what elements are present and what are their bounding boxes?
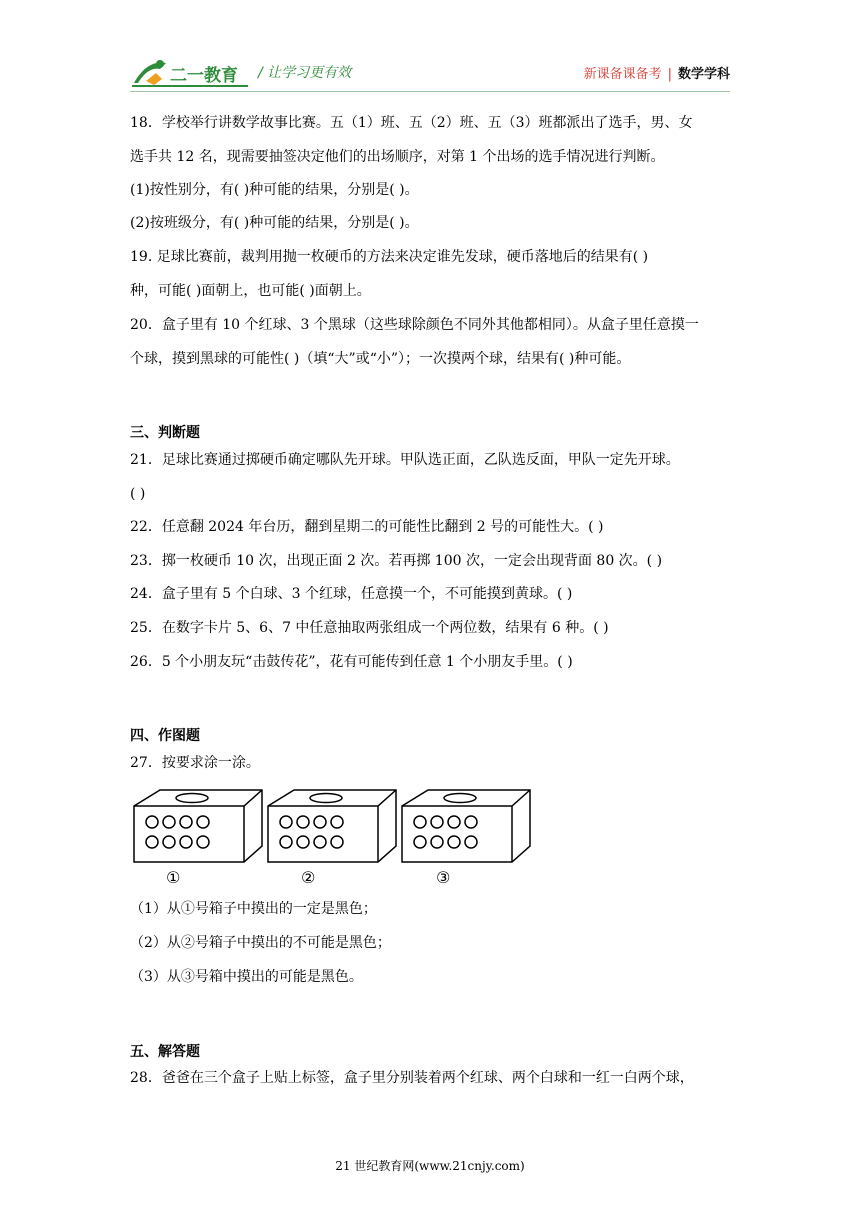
section-3-title: 三、判断题 <box>130 425 200 441</box>
q26-line: 26．5 个小朋友玩“击鼓传花”，花有可能传到任意 1 个小朋友手里。( ) <box>130 654 573 670</box>
q25-line: 25．在数字卡片 5、6、7 中任意抽取两张组成一个两位数，结果有 6 种。( ) <box>130 620 609 636</box>
q27-line: 27．按要求涂一涂。 <box>130 755 260 771</box>
header-slogan: / 让学习更有效 <box>258 65 352 81</box>
q18-line-2: 选手共 12 名，现需要抽签决定他们的出场顺序，对第 1 个出场的选手情况进行判断。 <box>130 149 665 165</box>
q18-line-4: (2)按班级分，有( )种可能的结果，分别是( )。 <box>130 215 419 231</box>
q21-line-1: 21．足球比赛通过掷硬币确定哪队先开球。甲队选正面，乙队选反面，甲队一定先开球。 <box>130 452 680 468</box>
header-divider <box>130 91 730 92</box>
box-label-1: ① <box>166 868 181 886</box>
q22-line: 22．任意翻 2024 年台历，翻到星期二的可能性比翻到 2 号的可能性大。( ) <box>130 519 604 535</box>
header-course-label: 新课备课备考 <box>583 67 662 82</box>
box-label-3: ③ <box>436 868 451 886</box>
header-subject-label: 数学学科 <box>677 67 730 82</box>
header-right <box>584 63 730 82</box>
box-1 <box>134 790 262 862</box>
page-header <box>130 55 730 95</box>
q27-sub-2: （2）从②号箱子中摸出的不可能是黑色； <box>130 935 391 951</box>
logo-text: 二一教育 <box>170 66 238 86</box>
header-separator: | <box>667 67 672 82</box>
q20-line-1: 20．盒子里有 10 个红球、3 个黑球（这些球除颜色不同外其他都相同）。从盒子里任意摸一 <box>130 317 699 333</box>
page-footer: 21 世纪教育网(www.21cnjy.com) <box>335 1159 525 1173</box>
boxes-figure <box>130 786 540 886</box>
q19-line-1: 19. 足球比赛前，裁判用抛一枚硬币的方法来决定谁先发球，硬币落地后的结果有( ) <box>130 249 649 265</box>
q23-line: 23．掷一枚硬币 10 次，出现正面 2 次。若再掷 100 次，一定会出现背面 80 次。( ) <box>130 553 663 569</box>
q27-sub-1: （1）从①号箱子中摸出的一定是黑色； <box>130 901 377 917</box>
q28-line-1: 28．爸爸在三个盒子上贴上标签，盒子里分别装着两个红球、两个白球和一红一白两个球， <box>130 1070 694 1086</box>
q21-line-2: ( ) <box>130 486 146 502</box>
box-3 <box>402 790 530 862</box>
q24-line: 24．盒子里有 5 个白球、3 个红球，任意摸一个，不可能摸到黄球。( ) <box>130 586 573 602</box>
q27-sub-3: （3）从③号箱中摸出的可能是黑色。 <box>130 969 363 985</box>
section-4-title: 四、作图题 <box>130 728 200 744</box>
brand-logo <box>130 57 250 89</box>
box-2 <box>268 790 396 862</box>
q18-line-3: (1)按性别分，有( )种可能的结果，分别是( )。 <box>130 182 419 198</box>
q18-line-1: 18．学校举行讲数学故事比赛。五（1）班、五（2）班、五（3）班都派出了选手，男、女 <box>130 115 693 131</box>
q19-line-2: 种，可能( )面朝上，也可能( )面朝上。 <box>130 283 371 299</box>
box-label-2: ② <box>301 868 316 886</box>
q20-line-2: 个球，摸到黑球的可能性( )（填“大”或“小”）；一次摸两个球，结果有( )种可能。 <box>130 351 631 367</box>
section-5-title: 五、解答题 <box>130 1044 200 1060</box>
